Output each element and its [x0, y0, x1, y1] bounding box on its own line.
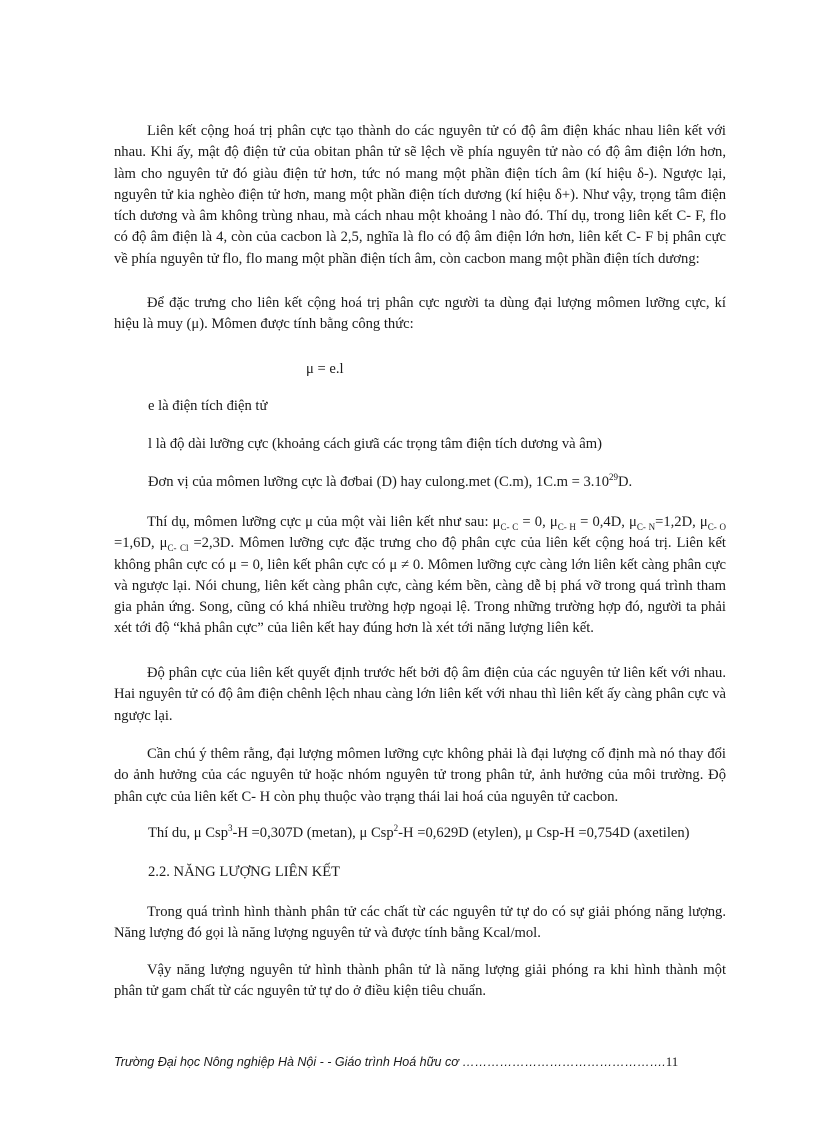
p3-cn-val: =1,2D, μ — [655, 514, 708, 530]
page-number: 11 — [665, 1054, 679, 1069]
definition-l: l là độ dài lưỡng cực (khoảng cách giưã các trọng tâm điện tích dương và âm) — [148, 436, 602, 452]
p3-co-val: =1,6D, μ — [114, 535, 168, 552]
p3-rest: =2,3D. Mômen lưỡng cực đặc trưng cho độ phân cực của liên kết cộng hoá trị. Liên kết không phân cực có μ = 0, liên kết phân cực có μ ≠ 0. Mômen lưỡng cực càng lớn liên kết càng phân cực và ngược lại. Nói chung, liên kết càng phân cực, càng kém bền, càng dễ bị phá vỡ trong quá trình tham gia phản ứng. Song, cũng có khá nhiều trường hợp ngoại lệ. Trong những trường hợp đó, người ta phải xét tới độ “khả phân cực” của liên kết hay đúng hơn là xét tới năng lượng liên kết. — [114, 535, 726, 637]
unit-end: D. — [618, 474, 633, 490]
unit-line — [148, 472, 632, 493]
sub-co: C- O — [707, 521, 726, 532]
unit-text: Đơn vị của mômen lưỡng cực là đơbai (D) hay culong.met (C.m), 1C.m = 3.10 — [148, 474, 610, 490]
section-heading: 2.2. NĂNG LƯỢNG LIÊN KẾT — [148, 864, 341, 880]
page-footer — [114, 1054, 726, 1070]
paragraph-polar-bond: Liên kết cộng hoá trị phân cực tạo thành do các nguyên tử có độ âm điện khác nhau liên kết với nhau. Khi ấy, mật độ điện tử của obitan phân tử sẽ lệch về phía nguyên tử nào có độ âm điện lớn hơn, làm cho nguyên tử đó giàu điện tử hơn, tức nó mang một phần điện tích âm (kí hiệu δ-). Ngược lại, nguyên tử kia nghèo điện tử hơn, mang một phần điện tích dương (kí hiệu δ+). Như vậy, trọng tâm điện tích dương và âm không trùng nhau, mà cách nhau một khoảng l nào đó. Thí dụ, trong liên kết C- F, flo có độ âm điện là 4, còn của cacbon là 2,5, nghĩa là flo có độ âm điện lớn hơn, liên kết C- F bị phân cực về phía nguyên tử flo, flo mang một phần điện tích âm, còn cacbon mang một phần điện tích dương: — [114, 123, 726, 267]
ex-a-sup: 3 — [228, 823, 233, 834]
formula-dipole: μ = e.l — [306, 361, 344, 377]
paragraph-atomic-energy: Vậy năng lượng nguyên tử hình thành phân tử là năng lượng giải phóng ra khi hình thành một phân tử gam chất từ các nguyên tử tự do ở điều kiện tiêu chuẩn. — [114, 962, 726, 1000]
sub-cc: C- C — [500, 521, 519, 532]
p3-ch-val: = 0,4D, μ — [575, 514, 637, 530]
ex-b: -H =0,307D (metan), μ Csp — [232, 825, 394, 841]
paragraph-note: Cần chú ý thêm rằng, đại lượng mômen lưỡng cực không phải là đại lượng cố định mà nó thay đổi do ảnh hưởng của các nguyên tử hoặc nhóm nguyên tử trong phân tử, ảnh hưởng của môi trường. Độ phân cực của liên kết C- H còn phụ thuộc vào trạng thái lai hoá của nguyên tử cacbon. — [114, 746, 726, 805]
paragraph-electronegativity: Độ phân cực của liên kết quyết định trước hết bởi độ âm điện của các nguyên tử liên kết với nhau. Hai nguyên tử có độ âm điện chênh lệch nhau càng lớn liên kết với nhau thì liên kết ấy càng phân cực và ngược lại. — [114, 665, 726, 724]
paragraph-bond-energy: Trong quá trình hình thành phân tử các chất từ các nguyên tử tự do có sự giải phóng năng lượng. Năng lượng đó gọi là năng lượng nguyên tử và được tính bằng Kcal/mol. — [114, 904, 726, 942]
paragraph-dipole-intro: Để đặc trưng cho liên kết cộng hoá trị phân cực người ta dùng đại lượng mômen lưỡng cực, kí hiệu là muy (μ). Mômen được tính bằng công thức: — [114, 295, 726, 333]
p3-cc-val: = 0, μ — [518, 514, 558, 530]
sub-cn: C- N — [636, 521, 656, 532]
hybridization-examples — [148, 823, 690, 844]
definition-e: e là điện tích điện tử — [148, 398, 268, 414]
sub-ch: C- H — [557, 521, 576, 532]
p3-start: Thí dụ, mômen lưỡng cực μ của một vài liên kết như sau: μ — [147, 514, 501, 530]
ex-b-sup: 2 — [393, 823, 399, 834]
unit-exponent: 29 — [609, 472, 619, 483]
ex-c: -H =0,629D (etylen), μ Csp-H =0,754D (axetilen) — [398, 825, 690, 841]
ex-a: Thí du, μ Csp — [148, 825, 228, 841]
footer-text: Trường Đại học Nông nghiệp Hà Nội - - Giáo trình Hoá hữu cơ …………………………………………. — [114, 1055, 666, 1069]
sub-ccl: C- Cl — [167, 543, 189, 554]
paragraph-dipole-examples — [114, 512, 726, 640]
